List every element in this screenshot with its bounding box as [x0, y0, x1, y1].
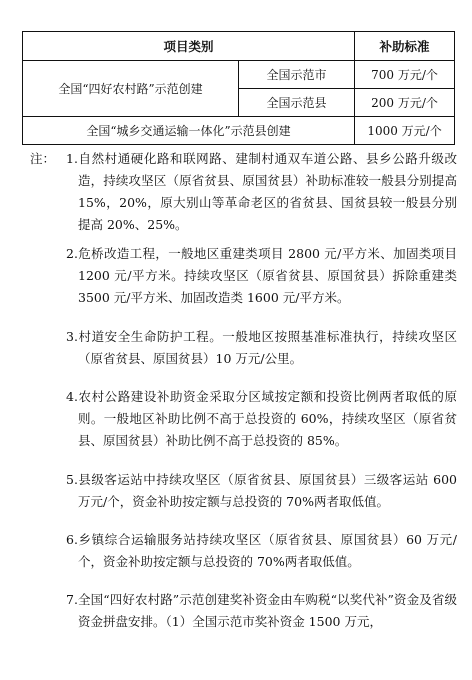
note-item [66, 326, 457, 370]
notes-label: 注： [30, 151, 56, 166]
table-header-row [23, 32, 455, 61]
table-row [23, 61, 455, 89]
header-project-category: 项目类别 [23, 32, 355, 61]
cell-amount: 1000 万元/个 [355, 117, 455, 145]
note-text: 全国“四好农村路”示范创建奖补资金由车购税“以奖代补”资金及省级资金拼盘安排。（1）全国示范市奖补资金 1500 万元， [77, 592, 457, 629]
cell-project: 全国“城乡交通运输一体化”示范县创建 [23, 117, 355, 145]
note-item [66, 589, 457, 633]
note-item [66, 529, 457, 573]
note-number: 5. [66, 472, 78, 487]
note-number: 6. [66, 532, 78, 547]
cell-amount: 700 万元/个 [355, 61, 455, 89]
table-row [23, 117, 455, 145]
note-item [66, 243, 457, 309]
note-item [66, 386, 457, 452]
note-text: 村道安全生命防护工程。一般地区按照基准标准执行，持续攻坚区（原省贫县、原国贫县）10 万元/公里。 [77, 329, 457, 366]
cell-level: 全国示范市 [239, 61, 355, 89]
note-number: 1. [66, 151, 78, 166]
note-number: 2. [66, 246, 78, 261]
note-text: 农村公路建设补助资金采取分区域按定额和投资比例两者取低的原则。一般地区补助比例不高于总投资的 60%，持续攻坚区（原省贫县、原国贫县）补助比例不高于总投资的 85%。 [77, 389, 457, 448]
note-item [66, 469, 457, 513]
header-subsidy-standard: 补助标准 [355, 32, 455, 61]
note-number: 3. [66, 329, 78, 344]
note-number: 7. [66, 592, 78, 607]
cell-project: 全国“四好农村路”示范创建 [23, 61, 239, 117]
note-text: 乡镇综合运输服务站持续攻坚区（原省贫县、原国贫县）60 万元/个，资金补助按定额与总投资的 70%两者取低值。 [77, 532, 457, 569]
note-text: 危桥改造工程，一般地区重建类项目 2800 元/平方米、加固类项目 1200 元/平方米。持续攻坚区（原省贫县、原国贫县）拆除重建类 3500 元/平方米、加固改造类 1600 元/平方米。 [77, 246, 457, 305]
note-number: 4. [66, 389, 78, 404]
cell-amount: 200 万元/个 [355, 89, 455, 117]
note-text: 县级客运站中持续攻坚区（原省贫县、原国贫县）三级客运站 600 万元/个，资金补助按定额与总投资的 70%两者取低值。 [77, 472, 457, 509]
subsidy-table [22, 31, 455, 145]
cell-level: 全国示范县 [239, 89, 355, 117]
note-text: 自然村通硬化路和联网路、建制村通双车道公路、县乡公路升级改造，持续攻坚区（原省贫县、原国贫县）补助标准较一般县分别提高 15%，20%，原大别山等革命老区的省贫县、国贫县较一般县分别提高 20%、25%。 [77, 151, 457, 232]
note-item [66, 148, 457, 236]
